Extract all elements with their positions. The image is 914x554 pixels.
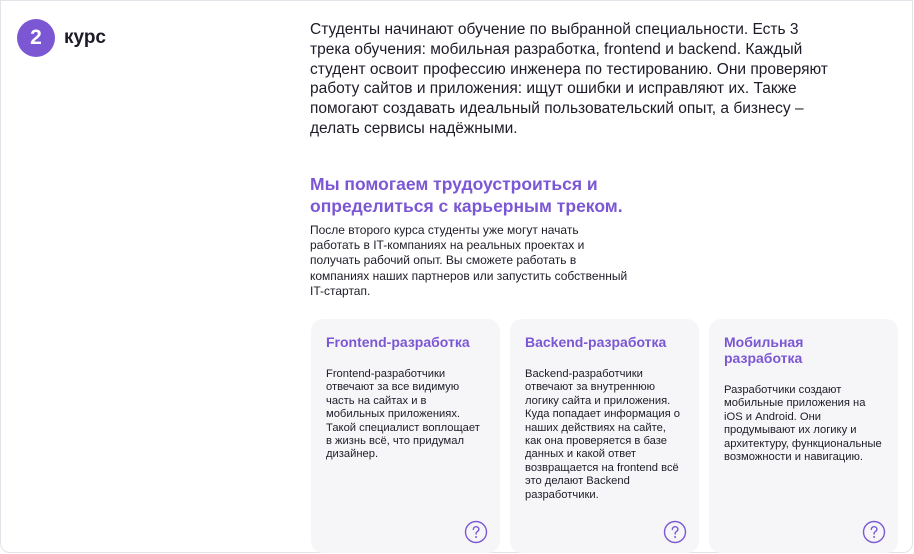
course-intro-text: Студенты начинают обучение по выбранной специальности. Есть 3 трека обучения: мобильная разработка, frontend и backend. Каждый студент освоит профессию инженера по тестированию. Они проверяют работу сайтов и приложения: ищут ошибки и исправляют их. Также помогают создавать идеальный пользовательский опыт, а бизнесу – делать сервисы надёжными. xyxy=(310,21,828,137)
track-card-title: Backend-разработка xyxy=(525,334,667,350)
track-card-backend xyxy=(510,319,699,553)
question-circle-icon[interactable] xyxy=(663,520,687,544)
career-description: После второго курса студенты уже могут начать работать в IT-компаниях на реальных проектах и получать рабочий опыт. Вы сможете работать в компаниях наших партнеров или запустить собственный IT-стартап. xyxy=(310,223,628,298)
career-headline: Мы помогаем трудоустроиться и определиться с карьерным треком. xyxy=(310,174,623,216)
course-number-badge: 2 xyxy=(17,19,55,57)
track-card-text: Разработчики создают мобильные приложения на iOS и Android. Они продумывают их логику и архитектуру, функциональные возможности и навигацию. xyxy=(724,384,882,464)
track-card-title: Frontend-разработка xyxy=(326,334,470,350)
track-card-title: Мобильная разработка xyxy=(724,334,804,366)
question-circle-icon[interactable] xyxy=(464,520,488,544)
track-card-mobile xyxy=(709,319,898,553)
track-card-frontend xyxy=(311,319,500,553)
course-label: курс xyxy=(64,27,106,48)
track-card-text: Backend-разработчики отвечают за внутреннюю логику сайта и приложения. Куда попадает информация о наших действиях на сайте, как она проверяется в базе данных и какой ответ возвращается на frontend всё это делают Backend разработчики. xyxy=(525,368,681,501)
track-card-text: Frontend-разработчики отвечают за все видимую часть на сайтах и в мобильных приложениях. Такой специалист воплощает в жизнь всё, что придумал дизайнер. xyxy=(326,368,480,461)
question-circle-icon[interactable] xyxy=(862,520,886,544)
